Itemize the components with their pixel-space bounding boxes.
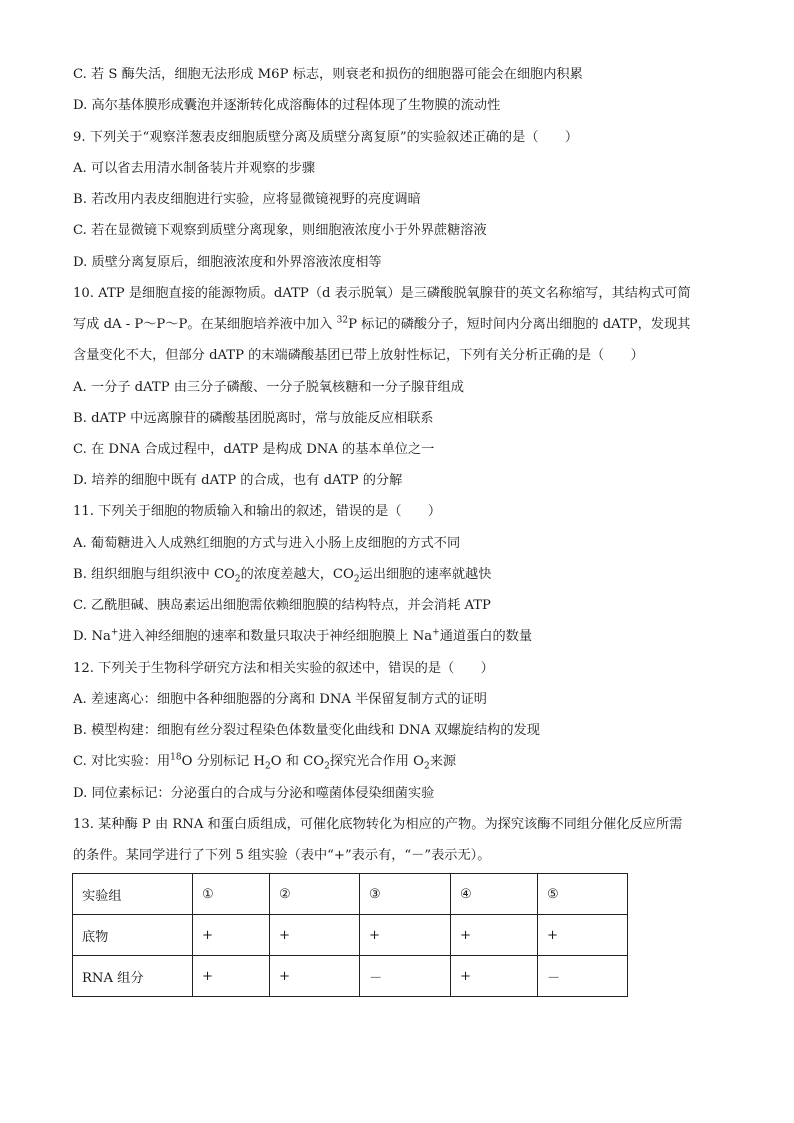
table-cell: + (193, 956, 270, 997)
q9-option-c: C. 若在显微镜下观察到质壁分离现象，则细胞液浓度小于外界蔗糖溶液 (73, 223, 487, 238)
q8-option-d: D. 高尔基体膜形成囊泡并逐渐转化成溶酶体的过程体现了生物膜的流动性 (73, 98, 501, 113)
table-cell: － (538, 956, 628, 997)
table-cell: ① (193, 874, 270, 915)
table-cell: + (270, 956, 360, 997)
experiment-table (72, 873, 628, 997)
q9-option-d: D. 质壁分离复原后，细胞液浓度和外界溶液浓度相等 (73, 255, 382, 270)
q9-stem: 9. 下列关于“观察洋葱表皮细胞质壁分离及质壁分离复原”的实验叙述正确的是（ ） (73, 130, 579, 145)
table-cell: + (538, 915, 628, 956)
q10-stem-line3: 含量变化不大，但部分 dATP 的末端磷酸基团已带上放射性标记，下列有关分析正确的是（ ） (73, 348, 644, 363)
q10-option-b: B. dATP 中远离腺苷的磷酸基团脱离时，常与放能反应相联系 (73, 411, 434, 426)
q12-stem: 12. 下列关于生物科学研究方法和相关实验的叙述中，错误的是（ ） (73, 661, 494, 676)
q13-stem-line2: 的条件。某同学进行了下列 5 组实验（表中“+”表示有，“－”表示无）。 (73, 848, 491, 863)
q9-option-b: B. 若改用内表皮细胞进行实验，应将显微镜视野的亮度调暗 (73, 192, 421, 207)
table-cell: ⑤ (538, 874, 628, 915)
q12-option-b: B. 模型构建：细胞有丝分裂过程染色体数量变化曲线和 DNA 双螺旋结构的发现 (73, 723, 540, 738)
table-cell: 实验组 (73, 874, 193, 915)
q11-option-b: B. 组织细胞与组织液中 $CO_2$的浓度差越大，$CO_2$运出细胞的速率就越快 (73, 567, 492, 585)
q13-stem-line1: 13. 某种酶 P 由 RNA 和蛋白质组成，可催化底物转化为相应的产物。为探究该酶不同组分催化反应所需 (73, 817, 683, 832)
table-header-row (73, 874, 628, 915)
q10-option-d: D. 培养的细胞中既有 dATP 的合成，也有 dATP 的分解 (73, 473, 403, 488)
table-cell: + (451, 915, 538, 956)
q12-option-a: A. 差速离心：细胞中各种细胞器的分离和 DNA 半保留复制方式的证明 (73, 692, 487, 707)
q12-option-d: D. 同位素标记：分泌蛋白的合成与分泌和噬菌体侵染细菌实验 (73, 786, 435, 801)
q10-stem-line2: 写成 dA - P～P～P。在某细胞培养液中加入 $^{32}$P 标记的磷酸分子，短时间内分离出细胞的 dATP，发现其 (73, 315, 691, 332)
q11-option-a: A. 葡萄糖进入人成熟红细胞的方式与进入小肠上皮细胞的方式不同 (73, 536, 461, 551)
q10-option-a: A. 一分子 dATP 由三分子磷酸、一分子脱氧核糖和一分子腺苷组成 (73, 380, 464, 395)
q11-stem: 11. 下列关于细胞的物质输入和输出的叙述，错误的是（ ） (73, 504, 442, 519)
table-cell: RNA 组分 (73, 956, 193, 997)
table-cell: + (270, 915, 360, 956)
q9-option-a: A. 可以省去用清水制备装片并观察的步骤 (73, 161, 316, 176)
table-cell: + (360, 915, 451, 956)
q10-option-c: C. 在 DNA 合成过程中，dATP 是构成 DNA 的基本单位之一 (73, 442, 435, 457)
table-row (73, 915, 628, 956)
q8-option-c: C. 若 S 酶失活，细胞无法形成 M6P 标志，则衰老和损伤的细胞器可能会在细胞内积累 (73, 67, 583, 82)
q11-option-d: D. Na+进入神经细胞的速率和数量只取决于神经细胞膜上 Na+通道蛋白的数量 (73, 627, 533, 644)
q12-option-c: C. 对比实验：用$^{18}$O 分别标记 $H_2O$ 和 $CO_2$探究光合作用 $O_2$来源 (73, 752, 457, 772)
table-cell: ④ (451, 874, 538, 915)
table-cell: + (193, 915, 270, 956)
q11-option-c: C. 乙酰胆碱、胰岛素运出细胞需依赖细胞膜的结构特点，并会消耗 ATP (73, 598, 491, 613)
table-cell: ② (270, 874, 360, 915)
table-cell: 底物 (73, 915, 193, 956)
table-cell: + (451, 956, 538, 997)
table-row (73, 956, 628, 997)
q10-stem-line1: 10. ATP 是细胞直接的能源物质。dATP（d 表示脱氧）是三磷酸脱氧腺苷的英文名称缩写，其结构式可简 (73, 286, 691, 301)
table-cell: ③ (360, 874, 451, 915)
table-cell: － (360, 956, 451, 997)
